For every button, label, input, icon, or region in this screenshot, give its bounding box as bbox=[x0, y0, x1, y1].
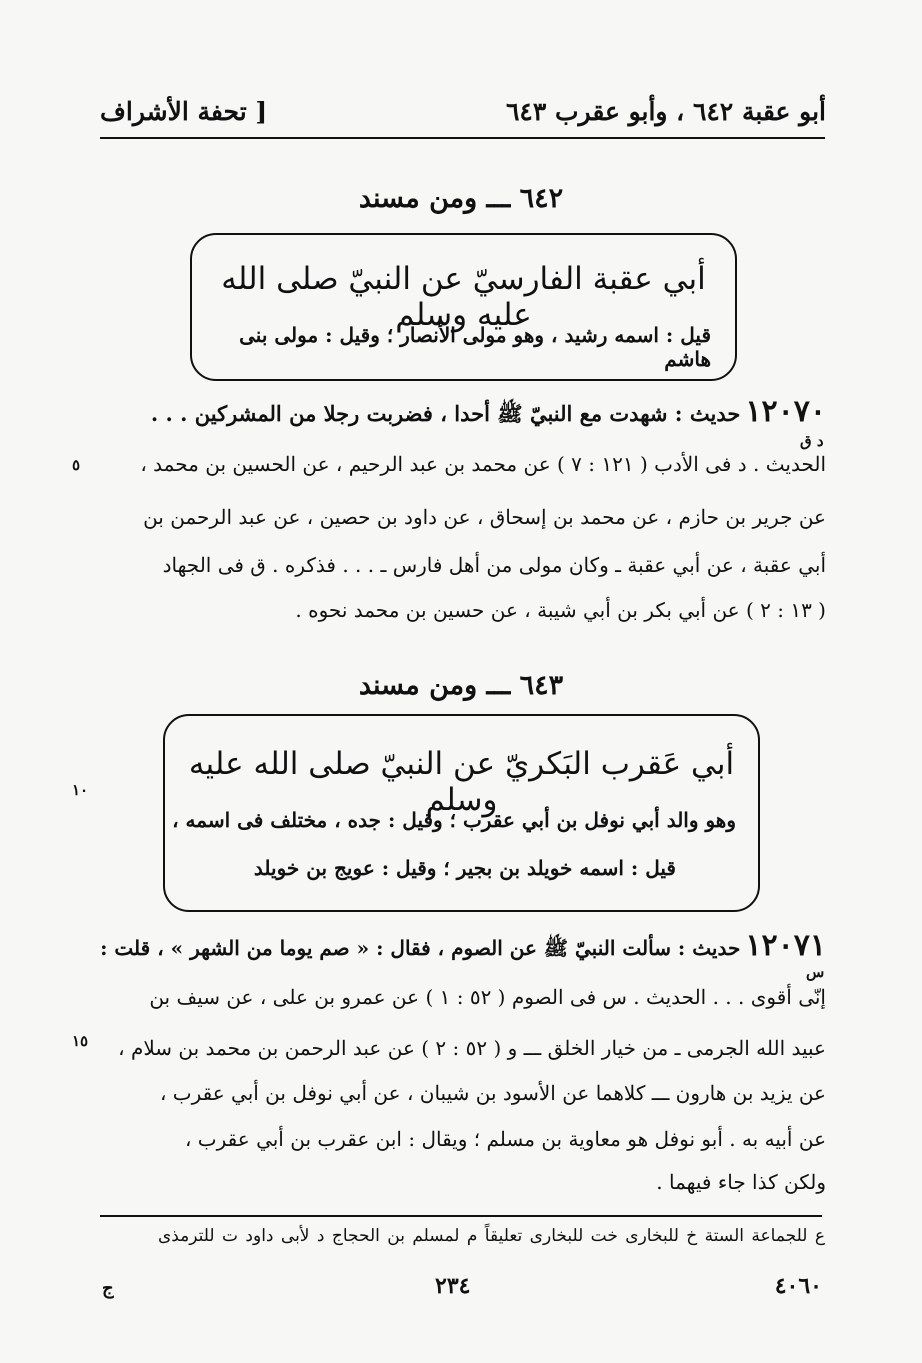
running-title: أبو عقبة ٦٤٢ ، وأبو عقرب ٦٤٣ bbox=[505, 97, 826, 126]
margin-sigla: د ق bbox=[800, 432, 824, 450]
margin-line-10: ١٠ bbox=[72, 781, 89, 799]
margin-line-mark: ٥ bbox=[72, 456, 81, 474]
page-number: ٢٣٤ bbox=[435, 1273, 471, 1299]
hadith-12070-line-2: الحديث . د فى الأدب ( ١٢١ : ٧ ) عن محمد بن عبد الرحيم ، عن الحسين بن محمد ، bbox=[140, 452, 826, 476]
hadith-text: حديث : شهدت مع النبيّ ﷺ أحدا ، فضربت رجلا من المشركين . . . bbox=[150, 401, 741, 426]
narrator-box-643 bbox=[163, 714, 760, 912]
hadith-12071-line-1 bbox=[100, 928, 826, 965]
footnote-rule bbox=[100, 1215, 822, 1217]
hadith-12070-line-4: أبي عقبة ، عن أبي عقبة ـ وكان مولى من أهل فارس ـ . . . فذكره . ق فى الجهاد bbox=[162, 553, 826, 577]
narrator-note: قيل : اسمه رشيد ، وهو مولى الأنصار ؛ وقيل : مولى بنى هاشم bbox=[239, 323, 711, 371]
hadith-12071-line-6: ولكن كذا جاء فيهما . bbox=[656, 1170, 826, 1194]
section-title-643: ٦٤٣ ـــ ومن مسند bbox=[358, 670, 564, 701]
hadith-12071-line-4: عن يزيد بن هارون ـــ كلاهما عن الأسود بن شيبان ، عن أبي نوفل بن أبي عقرب ، bbox=[159, 1081, 826, 1105]
hadith-number: ١٢٠٧٠ bbox=[745, 394, 826, 429]
margin-line-15: ١٥ bbox=[72, 1032, 89, 1050]
narrator-box-642 bbox=[190, 233, 737, 381]
narrator-name: أبي عقبة الفارسيّ عن النبيّ صلى الله عليه وسلم bbox=[221, 261, 706, 333]
book-title: [ تحفة الأشراف bbox=[100, 97, 268, 126]
section-title-642: ٦٤٢ ـــ ومن مسند bbox=[358, 183, 564, 214]
narrator-name: أبي عَقرب البَكريّ عن النبيّ صلى الله عليه وسلم bbox=[188, 746, 735, 818]
hadith-12071-line-5: عن أبيه به . أبو نوفل هو معاوية بن مسلم ؛ ويقال : ابن عقرب بن أبي عقرب ، bbox=[184, 1127, 826, 1151]
sigla-key: ع للجماعة الستة خ للبخارى خت للبخارى تعليقاً م لمسلم بن الحجاج د لأبى داود ت للترمذى bbox=[157, 1226, 825, 1246]
hadith-12071-line-2: إنّى أقوى . . . الحديث . س فى الصوم ( ٥٢ : ١ ) عن عمرو بن على ، عن سيف بن bbox=[149, 985, 826, 1009]
hadith-number: ١٢٠٧١ bbox=[745, 928, 826, 963]
hadith-12070-line-5: ( ١٣ : ٢ ) عن أبي بكر بن أبي شيبة ، عن حسين بن محمد نحوه . bbox=[295, 598, 826, 622]
narrator-note-1: وهو والد أبي نوفل بن أبي عقرب ؛ وقيل : جده ، مختلف فى اسمه ، bbox=[172, 808, 736, 832]
hadith-text: حديث : سألت النبيّ ﷺ عن الصوم ، فقال : « صم يوما من الشهر » ، قلت : bbox=[100, 936, 741, 960]
header-rule bbox=[100, 137, 825, 139]
volume-letter: ج bbox=[102, 1278, 114, 1299]
narrator-note-2: قيل : اسمه خويلد بن بجير ؛ وقيل : عويج بن خويلد bbox=[253, 856, 676, 880]
hadith-12070-line-1 bbox=[151, 394, 826, 432]
hadith-12070-line-3: عن جرير بن حازم ، عن محمد بن إسحاق ، عن داود بن حصين ، عن عبد الرحمن بن bbox=[143, 505, 826, 529]
hadith-12071-line-3: عبيد الله الجرمى ـ من خيار الخلق ـــ و ( ٥٢ : ٢ ) عن عبد الرحمن بن محمد بن سلام ، bbox=[118, 1036, 826, 1060]
margin-sigla: س bbox=[806, 963, 825, 981]
entry-range: ٤٠٦٠ bbox=[774, 1273, 822, 1299]
